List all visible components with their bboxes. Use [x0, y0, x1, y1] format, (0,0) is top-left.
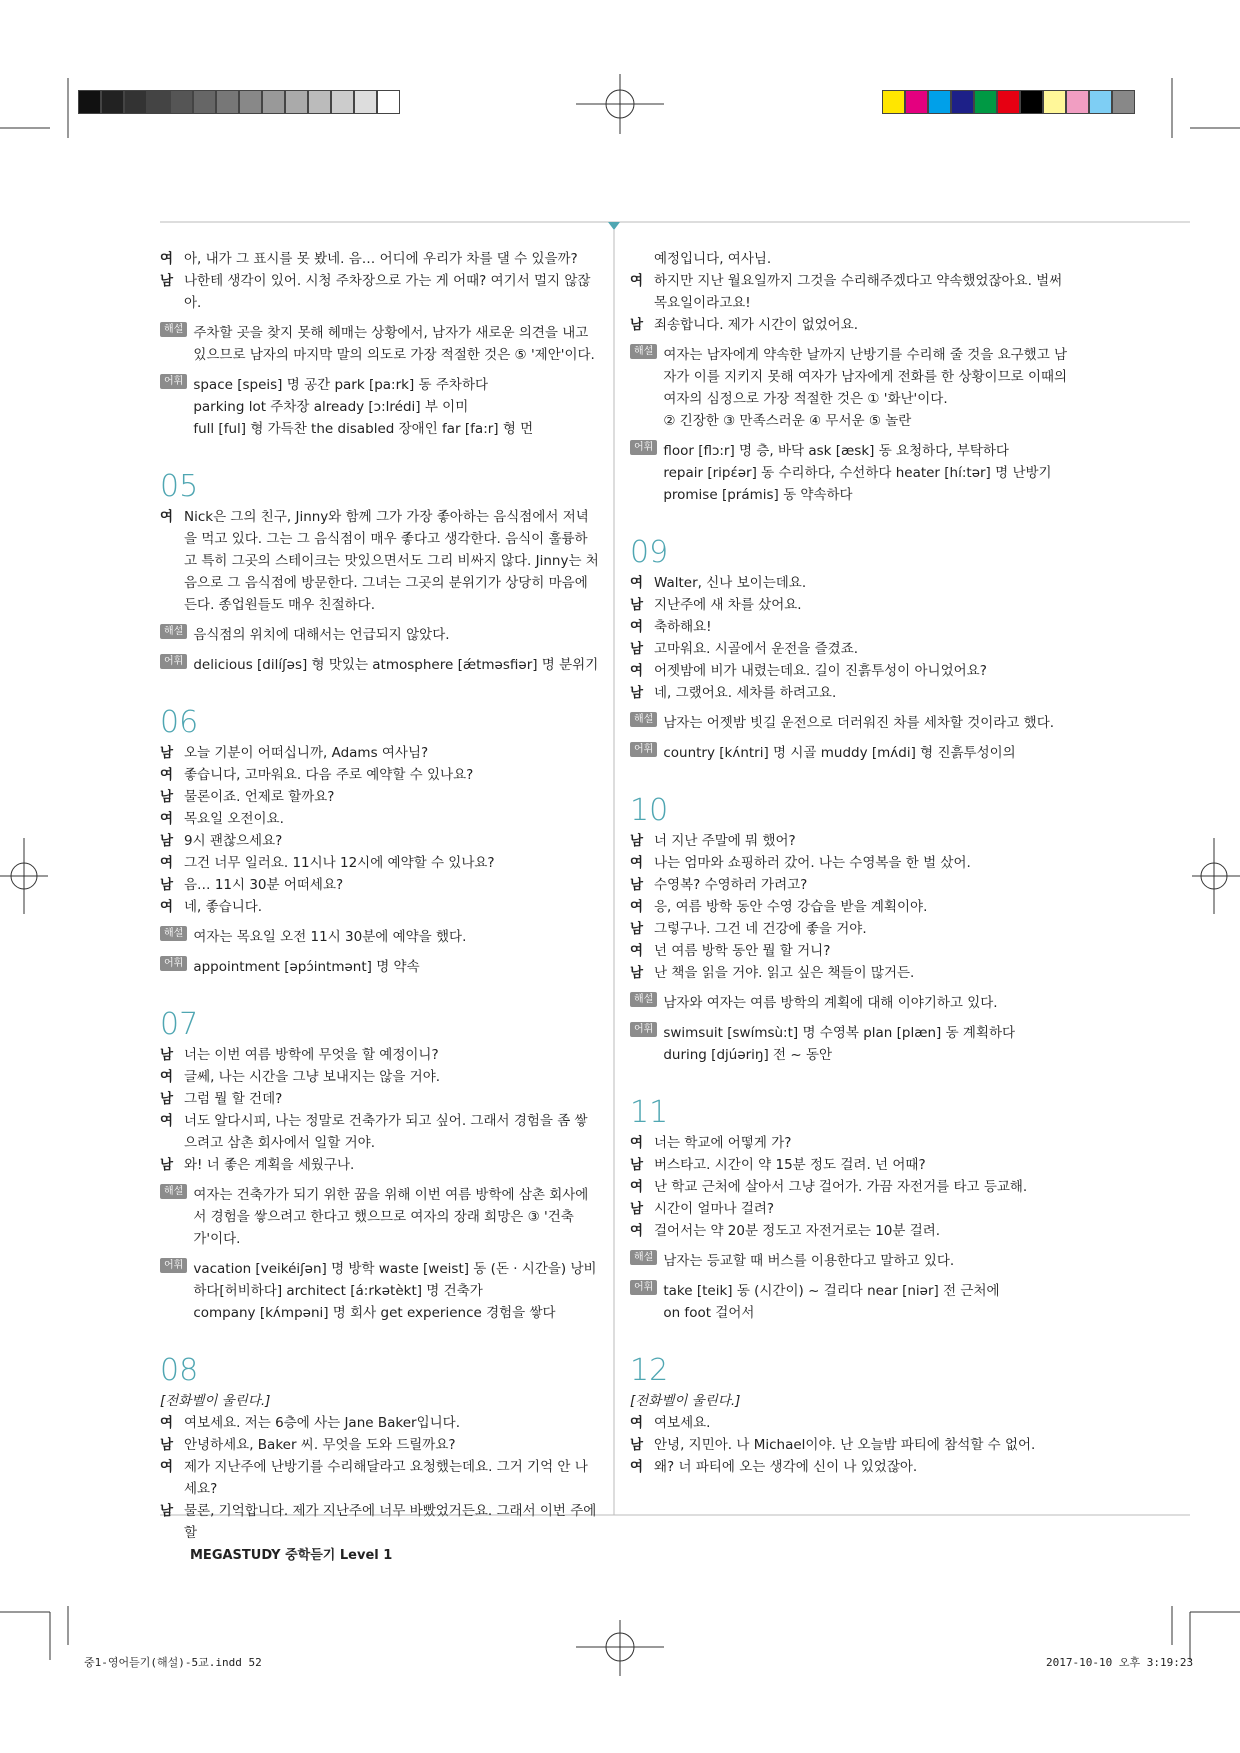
dialogue-line	[630, 1176, 1070, 1198]
dialogue-line	[630, 1412, 1070, 1434]
left-column	[160, 248, 600, 1544]
dialogue-line	[160, 1412, 600, 1434]
speaker-label: 남	[160, 1091, 174, 1107]
section-09	[630, 534, 1070, 764]
speaker-label: 여	[630, 1135, 644, 1151]
speaker-label: 여	[160, 767, 174, 783]
vocab-line: delicious [dilíʃəs] 형 맛있는 atmosphere [ǽtməsfiər] 명 분위기	[193, 657, 599, 673]
haeseol-tag: 해설	[160, 322, 187, 337]
haeseol-tag: 해설	[160, 926, 187, 941]
dialogue-text: 너 지난 주말에 뭐 했어?	[654, 833, 796, 849]
dialogue	[160, 506, 600, 616]
vocabulary-row	[630, 1280, 1070, 1324]
section-10	[630, 792, 1070, 1066]
vocabulary-row	[160, 1258, 600, 1324]
stage-direction: [전화벨이 울린다.]	[630, 1393, 741, 1409]
dialogue-continued	[630, 248, 1070, 336]
speaker-label: 남	[160, 1157, 174, 1173]
dialogue-text: 좋습니다, 고마워요. 다음 주로 예약할 수 있나요?	[184, 767, 474, 783]
explanation	[630, 712, 1070, 734]
speaker-label: 여	[160, 1415, 174, 1431]
vocabulary-row	[630, 742, 1070, 764]
eohwi-tag: 어휘	[630, 440, 657, 455]
explanation	[630, 992, 1070, 1014]
explanation	[160, 624, 600, 646]
dialogue	[630, 1412, 1070, 1478]
vocabulary	[630, 1022, 1070, 1066]
eohwi-tag: 어휘	[630, 742, 657, 757]
explanation-text: 여자는 건축가가 되기 위한 꿈을 위해 이번 여름 방학에 삼촌 회사에서 경험을 쌓으려고 한다고 했으므로 여자의 장래 희망은 ③ '건축가'이다.	[193, 1187, 589, 1247]
speaker-label: 여	[630, 1415, 644, 1431]
haeseol-tag: 해설	[630, 1250, 657, 1265]
eohwi-tag: 어휘	[160, 374, 187, 389]
dialogue-text: 여보세요. 저는 6층에 사는 Jane Baker입니다.	[184, 1415, 461, 1431]
speaker-label: 여	[630, 943, 644, 959]
explanation	[630, 1250, 1070, 1272]
vocabulary-text	[663, 1022, 1015, 1066]
vocab-line: floor [flɔ:r] 명 층, 바닥 ask [æsk] 동 요청하다, 부탁하다	[663, 443, 1009, 459]
explanation-choices: ② 긴장한 ③ 만족스러운 ④ 무서운 ⑤ 놀란	[663, 413, 912, 429]
speaker-label: 남	[160, 1437, 174, 1453]
dialogue-text: 오늘 기분이 어떠십니까, Adams 여사님?	[184, 745, 429, 761]
dialogue-line	[160, 874, 600, 896]
dialogue-line	[630, 918, 1070, 940]
section-number: 11	[630, 1095, 669, 1130]
vocabulary	[630, 742, 1070, 764]
dialogue-text: 물론, 기억합니다. 제가 지난주에 너무 바빴었거든요. 그래서 이번 주에 할	[184, 1503, 597, 1541]
dialogue-line	[160, 1500, 600, 1544]
dialogue-text: 나는 엄마와 쇼핑하러 갔어. 나는 수영복을 한 벌 샀어.	[654, 855, 971, 871]
speaker-label: 여	[160, 855, 174, 871]
dialogue-line	[630, 248, 1070, 270]
dialogue-line	[630, 1456, 1070, 1478]
section-11	[630, 1094, 1070, 1324]
speaker-label: 남	[630, 1437, 644, 1453]
speaker-label: 남	[160, 833, 174, 849]
eohwi-tag: 어휘	[160, 654, 187, 669]
dialogue-line	[160, 506, 600, 616]
speaker-label: 여	[630, 1223, 644, 1239]
dialogue-text: 시간이 얼마나 걸려?	[654, 1201, 775, 1217]
vocabulary	[160, 654, 600, 676]
dialogue-line	[160, 248, 600, 270]
haeseol-tag: 해설	[630, 344, 657, 359]
footer-file: 중1-영어듣기(해설)-5교.indd 52	[84, 1656, 262, 1669]
vocabulary-text	[193, 654, 598, 676]
dialogue-line	[630, 830, 1070, 852]
speaker-label: 남	[630, 685, 644, 701]
speaker-label: 남	[630, 833, 644, 849]
dialogue-line	[630, 682, 1070, 704]
dialogue-line	[630, 852, 1070, 874]
speaker-label: 여	[160, 1113, 174, 1129]
vocabulary	[160, 374, 600, 440]
dialogue	[630, 572, 1070, 704]
explanation-row	[630, 712, 1070, 734]
vocabulary-text	[193, 956, 419, 978]
dialogue-text: 너는 학교에 어떻게 가?	[654, 1135, 792, 1151]
speaker-label: 남	[630, 1157, 644, 1173]
dialogue-text: 넌 여름 방학 동안 뭘 할 거니?	[654, 943, 831, 959]
section-08	[160, 1352, 600, 1544]
dialogue-text: 난 학교 근처에 살아서 그냥 걸어가. 가끔 자전거를 타고 등교해.	[654, 1179, 1028, 1195]
vocabulary-text	[663, 742, 1015, 764]
eohwi-tag: 어휘	[160, 956, 187, 971]
dialogue-text: 9시 괜찮으세요?	[184, 833, 283, 849]
speaker-label: 여	[630, 899, 644, 915]
haeseol-tag: 해설	[160, 624, 187, 639]
dialogue-text: 어젯밤에 비가 내렸는데요. 길이 진흙투성이 아니었어요?	[654, 663, 987, 679]
speaker-label: 남	[630, 877, 644, 893]
speaker-label: 남	[160, 789, 174, 805]
speaker-label: 남	[160, 745, 174, 761]
speaker-label: 남	[630, 921, 644, 937]
registration-mark-top	[576, 74, 664, 134]
dialogue-text: 너는 이번 여름 방학에 무엇을 할 예정이니?	[184, 1047, 439, 1063]
vocab-line: full [ful] 형 가득찬 the disabled 장애인 far [fa:r] 형 먼	[193, 421, 534, 437]
speaker-label: 남	[160, 273, 174, 289]
dialogue-line	[160, 852, 600, 874]
dialogue	[630, 1132, 1070, 1242]
vocabulary	[160, 956, 600, 978]
dialogue-line	[630, 616, 1070, 638]
explanation-row	[630, 992, 1070, 1014]
explanation	[160, 926, 600, 948]
eohwi-tag: 어휘	[630, 1280, 657, 1295]
footer-date: 2017-10-10 오후 3:19:23	[1046, 1656, 1194, 1669]
dialogue-line	[160, 764, 600, 786]
vocab-line: on foot 걸어서	[663, 1305, 755, 1321]
explanation-row	[160, 1184, 600, 1250]
dialogue-line	[160, 896, 600, 918]
dialogue-text: 응, 여름 방학 동안 수영 강습을 받을 계획이야.	[654, 899, 928, 915]
dialogue-line	[630, 962, 1070, 984]
footer-brand: MEGASTUDY 중학듣기 Level 1	[190, 1548, 393, 1563]
dialogue-text: 버스타고. 시간이 약 15분 정도 걸려. 넌 어때?	[654, 1157, 926, 1173]
section-number: 08	[160, 1353, 199, 1388]
dialogue-text: 걸어서는 약 20분 정도고 자전거로는 10분 걸려.	[654, 1223, 941, 1239]
dialogue-line	[630, 572, 1070, 594]
dialogue-line	[630, 270, 1070, 314]
registration-mark-bottom	[576, 1620, 664, 1676]
speaker-label: 여	[160, 1459, 174, 1475]
speaker-label: 남	[630, 1201, 644, 1217]
section-number: 12	[630, 1353, 669, 1388]
right-column	[630, 248, 1070, 1478]
dialogue-line	[630, 638, 1070, 660]
speaker-label: 여	[630, 575, 644, 591]
speaker-label: 여	[630, 1179, 644, 1195]
dialogue-text: Nick은 그의 친구, Jinny와 함께 그가 가장 좋아하는 음식점에서 저녁을 먹고 있다. 그는 그 음식점이 매우 좋다고 생각한다. 음식이 훌륭하고 특히 그곳의 스테이크는 맛있으면서도 그리 비싸지 않다. Jinny는 처음으로 그 음식점에 방문한다. 그녀는 그곳의 분위기가 상당히 마음에 든다. 종업원들도 매우 친절하다.	[184, 509, 599, 613]
vocab-line: during [djúəriŋ] 전 ~ 동안	[663, 1047, 833, 1063]
vocabulary-text	[663, 1280, 999, 1324]
dialogue-text: 축하해요!	[654, 619, 712, 635]
dialogue-text: 네, 좋습니다.	[184, 899, 263, 915]
dialogue-text: 지난주에 새 차를 샀어요.	[654, 597, 802, 613]
explanation-row	[160, 624, 600, 646]
explanation-row	[160, 926, 600, 948]
explanation-text: 남자는 어젯밤 빗길 운전으로 더러워진 차를 세차할 것이라고 했다.	[663, 715, 1055, 731]
explanation-text: 음식점의 위치에 대해서는 언급되지 않았다.	[193, 627, 450, 643]
speaker-label: 여	[630, 663, 644, 679]
dialogue-text: 예정입니다, 여사님.	[654, 251, 772, 267]
vocab-line: country [kʌ́ntri] 명 시골 muddy [mʌ́di] 형 진흙투성이의	[663, 745, 1016, 761]
explanation-text: 남자는 등교할 때 버스를 이용한다고 말하고 있다.	[663, 1253, 955, 1269]
section-number: 05	[160, 469, 199, 504]
section-number: 06	[160, 705, 199, 740]
dialogue-line	[630, 896, 1070, 918]
speaker-label: 여	[160, 811, 174, 827]
dialogue-line	[630, 940, 1070, 962]
dialogue-line	[160, 1066, 600, 1088]
vocab-line: swimsuit [swímsù:t] 명 수영복 plan [plæn] 동 계획하다	[663, 1025, 1016, 1041]
dialogue-text: 여보세요.	[654, 1415, 711, 1431]
explanation-row	[630, 1250, 1070, 1272]
dialogue-text: 그건 너무 일러요. 11시나 12시에 예약할 수 있나요?	[184, 855, 495, 871]
dialogue-text: Walter, 신나 보이는데요.	[654, 575, 807, 591]
dialogue-text: 나한테 생각이 있어. 시청 주차장으로 가는 게 어때? 여기서 멀지 않잖아.	[184, 273, 591, 311]
vocab-line: vacation [veikéiʃən] 명 방학 waste [weist] 동 (돈 · 시간을) 낭비하다[허비하다] architect [á:rkətèkt] 명 건축가	[193, 1261, 597, 1299]
speaker-label: 남	[160, 1047, 174, 1063]
explanation	[160, 1184, 600, 1250]
haeseol-tag: 해설	[160, 1184, 187, 1199]
vocabulary-row	[630, 1022, 1070, 1066]
dialogue-text: 그렇구나. 그건 네 건강에 좋을 거야.	[654, 921, 867, 937]
section-number: 09	[630, 535, 669, 570]
dialogue-line	[630, 1154, 1070, 1176]
dialogue-continued	[160, 248, 600, 314]
dialogue	[160, 1044, 600, 1176]
dialogue-line	[630, 1434, 1070, 1456]
speaker-label: 여	[160, 1069, 174, 1085]
speaker-label: 남	[160, 877, 174, 893]
dialogue-line	[160, 830, 600, 852]
dialogue-text: 하지만 지난 월요일까지 그것을 수리해주겠다고 약속했었잖아요. 벌써 목요일이라고요!	[654, 273, 1063, 311]
dialogue-text: 안녕하세요, Baker 씨. 무엇을 도와 드릴까요?	[184, 1437, 456, 1453]
eohwi-tag: 어휘	[630, 1022, 657, 1037]
vocabulary	[630, 1280, 1070, 1324]
dialogue-line	[160, 742, 600, 764]
dialogue-line	[630, 314, 1070, 336]
explanation	[630, 344, 1070, 432]
vocabulary-row	[160, 654, 600, 676]
dialogue-line	[630, 874, 1070, 896]
dialogue-text: 고마워요. 시골에서 운전을 즐겼죠.	[654, 641, 859, 657]
dialogue-text: 아, 내가 그 표시를 못 봤네. 음… 어디에 우리가 차를 댈 수 있을까?	[184, 251, 578, 267]
dialogue-line	[160, 1456, 600, 1500]
dialogue-text: 죄송합니다. 제가 시간이 없었어요.	[654, 317, 859, 333]
dialogue-line	[160, 808, 600, 830]
eohwi-tag: 어휘	[160, 1258, 187, 1273]
dialogue-line	[630, 594, 1070, 616]
vocabulary-row	[160, 956, 600, 978]
registration-mark-left	[0, 838, 48, 914]
dialogue-text: 글쎄, 나는 시간을 그냥 보내지는 않을 거야.	[184, 1069, 441, 1085]
dialogue-text: 안녕, 지민아. 나 Michael이야. 난 오늘밤 파티에 참석할 수 없어.	[654, 1437, 1036, 1453]
section-05	[160, 468, 600, 676]
dialogue-text: 수영복? 수영하러 가려고?	[654, 877, 808, 893]
dialogue-line	[630, 660, 1070, 682]
speaker-label: 여	[630, 855, 644, 871]
dialogue-text: 목요일 오전이요.	[184, 811, 284, 827]
explanation-text: 여자는 남자에게 약속한 날까지 난방기를 수리해 줄 것을 요구했고 남자가 이를 지키지 못해 여자가 남자에게 전화를 한 상황이므로 이때의 여자의 심정으로 가장 적절한 것은 ① '화난'이다.	[663, 347, 1068, 407]
vocab-line: take [teik] 동 (시간이) ~ 걸리다 near [niər] 전 근처에	[663, 1283, 1000, 1299]
explanation	[160, 322, 600, 366]
section-06	[160, 704, 600, 978]
registration-mark-right	[1192, 838, 1240, 914]
dialogue-line	[630, 1220, 1070, 1242]
dialogue-line	[160, 786, 600, 808]
dialogue-text: 음… 11시 30분 어떠세요?	[184, 877, 344, 893]
center-marker-icon	[608, 222, 620, 230]
dialogue-text: 와! 너 좋은 계획을 세웠구나.	[184, 1157, 355, 1173]
dialogue-line	[630, 1198, 1070, 1220]
speaker-label: 여	[160, 899, 174, 915]
dialogue	[630, 830, 1070, 984]
haeseol-tag: 해설	[630, 712, 657, 727]
dialogue-line	[160, 1088, 600, 1110]
dialogue-line	[160, 1434, 600, 1456]
vocab-line: repair [ripέər] 동 수리하다, 수선하다 heater [hí:tər] 명 난방기	[663, 465, 1052, 481]
dialogue-line	[160, 1044, 600, 1066]
vocabulary	[630, 440, 1070, 506]
haeseol-tag: 해설	[630, 992, 657, 1007]
section-12	[630, 1352, 1070, 1478]
dialogue-line	[160, 1154, 600, 1176]
vocab-line: parking lot 주차장 already [ɔ:lrédi] 부 이미	[193, 399, 469, 415]
dialogue-text: 네, 그랬어요. 세차를 하려고요.	[654, 685, 837, 701]
dialogue	[160, 1412, 600, 1544]
dialogue-text: 제가 지난주에 난방기를 수리해달라고 요청했는데요. 그거 기억 안 나세요?	[184, 1459, 588, 1497]
explanation-text: 주차할 곳을 찾지 못해 헤매는 상황에서, 남자가 새로운 의견을 내고 있으므로 남자의 마지막 말의 의도로 가장 적절한 것은 ⑤ '제안'이다.	[193, 325, 595, 363]
section-number: 07	[160, 1007, 199, 1042]
speaker-label: 남	[630, 597, 644, 613]
dialogue-text: 그럼 뭘 할 건데?	[184, 1091, 283, 1107]
section-number: 10	[630, 793, 669, 828]
speaker-label: 여	[160, 509, 174, 525]
dialogue-line	[160, 1110, 600, 1154]
explanation-text: 남자와 여자는 여름 방학의 계획에 대해 이야기하고 있다.	[663, 995, 998, 1011]
vocabulary	[160, 1258, 600, 1324]
explanation-text: 여자는 목요일 오전 11시 30분에 예약을 했다.	[193, 929, 467, 945]
dialogue-line	[630, 1132, 1070, 1154]
section-07	[160, 1006, 600, 1324]
vocab-line: promise [prámis] 동 약속하다	[663, 487, 853, 503]
dialogue-text: 왜? 너 파티에 오는 생각에 신이 나 있었잖아.	[654, 1459, 918, 1475]
speaker-label: 여	[160, 251, 174, 267]
speaker-label: 남	[630, 317, 644, 333]
dialogue-text: 너도 알다시피, 나는 정말로 건축가가 되고 싶어. 그래서 경험을 좀 쌓으려고 삼촌 회사에서 일할 거야.	[184, 1113, 588, 1151]
stage-direction: [전화벨이 울린다.]	[160, 1393, 271, 1409]
dialogue	[160, 742, 600, 918]
vocab-line: company [kʌ́mpəni] 명 회사 get experience 경험을 쌓다	[193, 1305, 556, 1321]
speaker-label: 남	[630, 965, 644, 981]
dialogue-line	[160, 270, 600, 314]
dialogue-text: 물론이죠. 언제로 할까요?	[184, 789, 335, 805]
speaker-label: 여	[630, 1459, 644, 1475]
vocab-line: appointment [əpɔ́intmənt] 명 약속	[193, 959, 420, 975]
speaker-label: 여	[630, 619, 644, 635]
speaker-label: 남	[630, 641, 644, 657]
vocab-line: space [speis] 명 공간 park [pa:rk] 동 주차하다	[193, 377, 489, 393]
dialogue-text: 난 책을 읽을 거야. 읽고 싶은 책들이 많거든.	[654, 965, 915, 981]
speaker-label: 남	[160, 1503, 174, 1519]
speaker-label: 여	[630, 273, 644, 289]
vocabulary-text	[193, 1258, 600, 1324]
